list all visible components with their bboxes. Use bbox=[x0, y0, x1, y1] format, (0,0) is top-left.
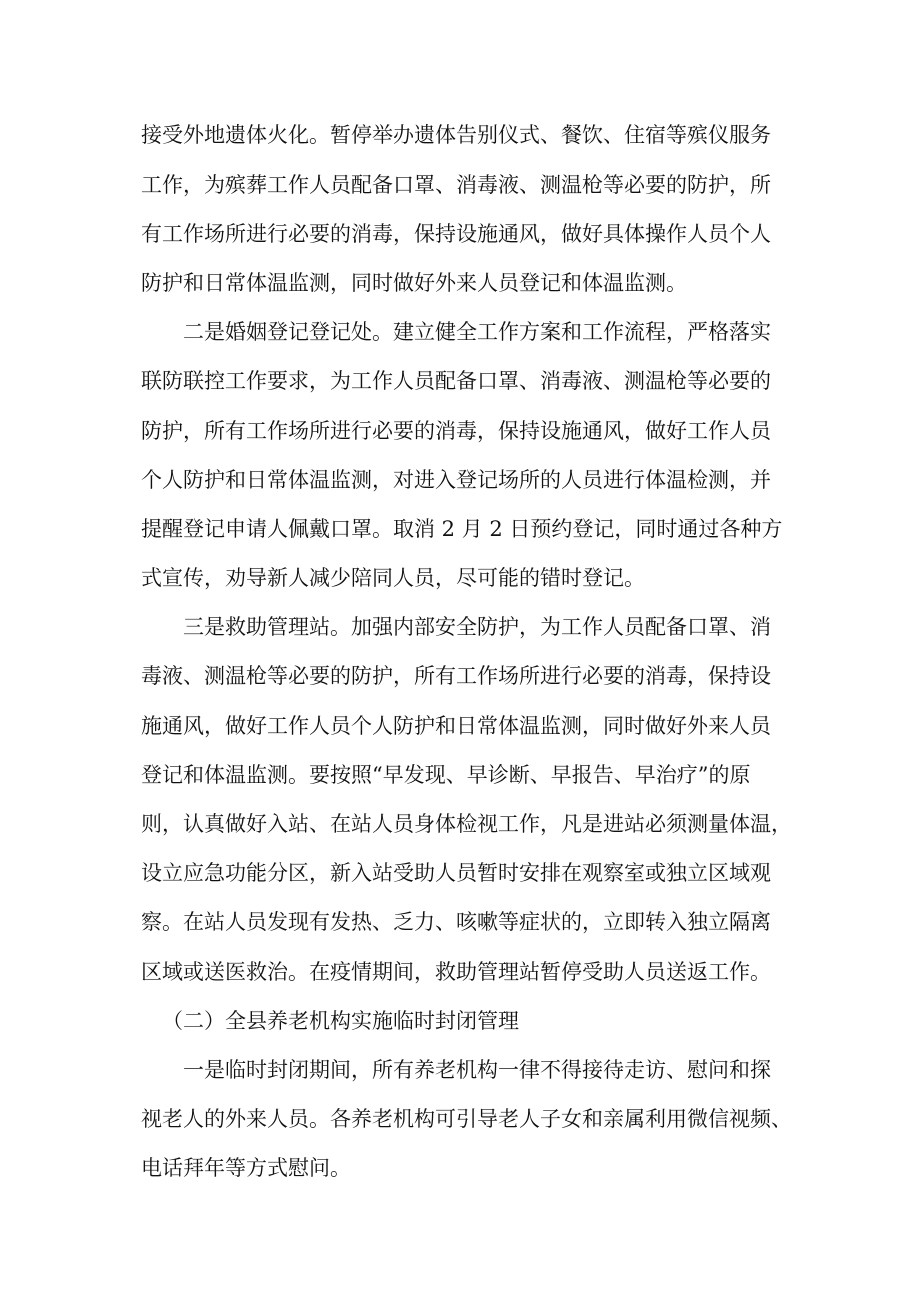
section-heading: （二）全县养老机构实施临时封闭管理 bbox=[162, 1009, 519, 1033]
text-line: 电话拜年等方式慰问。 bbox=[141, 1156, 351, 1180]
paragraph-start-line: 三是救助管理站。加强内部安全防护，为工作人员配备口罩、消 bbox=[183, 615, 771, 639]
text-line: 防护，所有工作场所进行必要的消毒，保持设施通风，做好工作人员 bbox=[141, 419, 771, 443]
paragraph-start-line: 二是婚姻登记登记处。建立健全工作方案和工作流程，严格落实 bbox=[183, 320, 771, 344]
text-line: 则，认真做好入站、在站人员身体检视工作，凡是进站必须测量体温， bbox=[141, 812, 792, 836]
text-line: 毒液、测温枪等必要的防护，所有工作场所进行必要的消毒，保持设 bbox=[141, 664, 771, 688]
text-line: 区域或送医救治。在疫情期间，救助管理站暂停受助人员送返工作。 bbox=[141, 960, 771, 984]
text-line: 防护和日常体温监测，同时做好外来人员登记和体温监测。 bbox=[141, 271, 687, 295]
text-line: 联防联控工作要求，为工作人员配备口罩、消毒液、测温枪等必要的 bbox=[141, 369, 771, 393]
text-line: 察。在站人员发现有发热、乏力、咳嗽等症状的，立即转入独立隔离 bbox=[141, 910, 771, 934]
text-line: 提醒登记申请人佩戴口罩。取消 2 月 2 日预约登记，同时通过各种方 bbox=[141, 517, 783, 541]
text-line: 工作，为殡葬工作人员配备口罩、消毒液、测温枪等必要的防护，所 bbox=[141, 173, 771, 197]
text-line: 登记和体温监测。要按照“早发现、早诊断、早报告、早治疗”的原 bbox=[141, 763, 751, 787]
text-line: 视老人的外来人员。各养老机构可引导老人子女和亲属利用微信视频、 bbox=[141, 1107, 792, 1131]
text-line: 设立应急功能分区，新入站受助人员暂时安排在观察室或独立区域观 bbox=[141, 861, 771, 885]
text-line: 有工作场所进行必要的消毒，保持设施通风，做好具体操作人员个人 bbox=[141, 222, 771, 246]
text-line: 个人防护和日常体温监测，对进入登记场所的人员进行体温检测，并 bbox=[141, 468, 771, 492]
text-line: 式宣传，劝导新人减少陪同人员，尽可能的错时登记。 bbox=[141, 566, 645, 590]
paragraph-start-line: 一是临时封闭期间，所有养老机构一律不得接待走访、慰问和探 bbox=[183, 1058, 771, 1082]
text-line: 施通风，做好工作人员个人防护和日常体温监测，同时做好外来人员 bbox=[141, 714, 771, 738]
text-line: 接受外地遗体火化。暂停举办遗体告别仪式、餐饮、住宿等殡仪服务 bbox=[141, 123, 771, 147]
